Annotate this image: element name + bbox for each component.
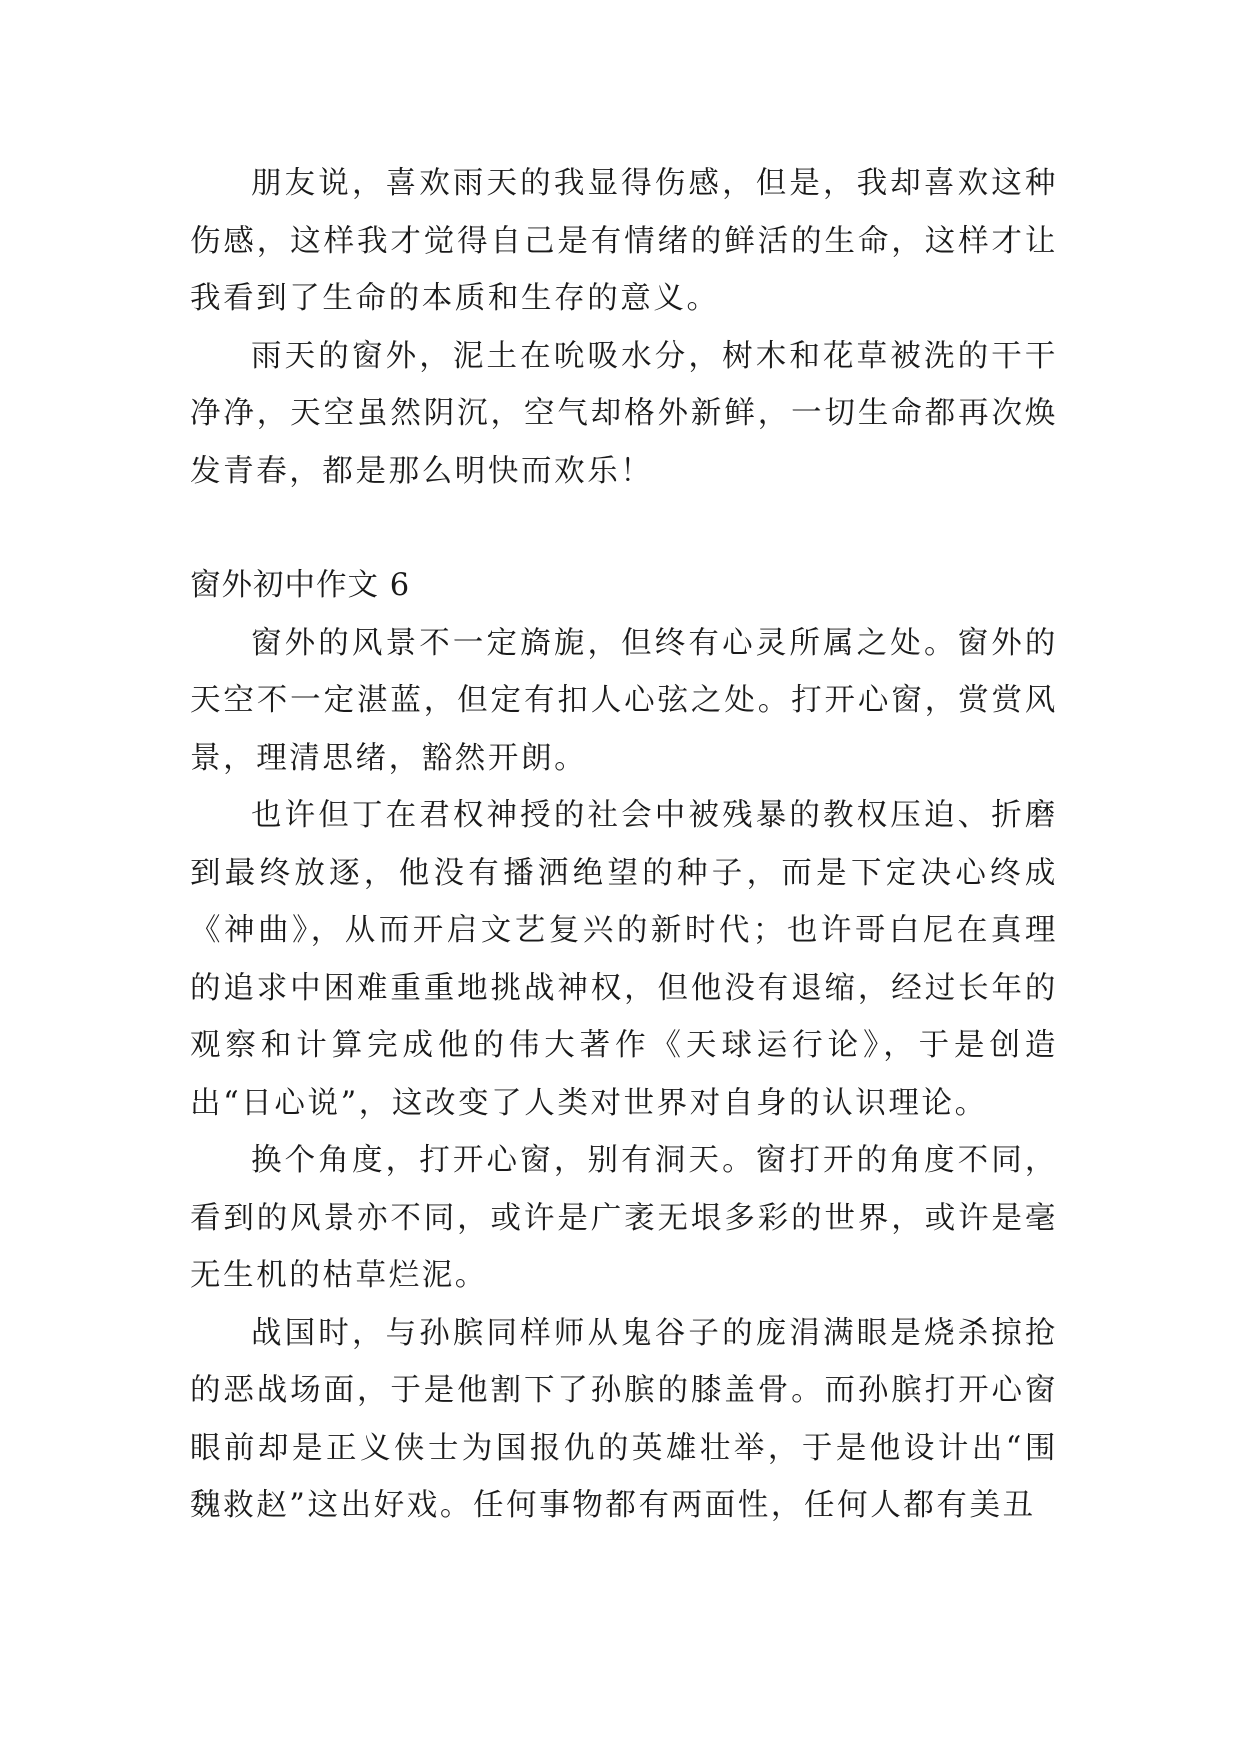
paragraph: 也许但丁在君权神授的社会中被残暴的教权压迫、折磨到最终放逐，他没有播洒绝望的种子，而是下定决心终成《神曲》，从而开启文艺复兴的新时代；也许哥白尼在真理的追求中困难重重地挑战神权，但他没有退缩，经过长年的观察和计算完成他的伟大著作《天球运行论》，于是创造出“日心说”，这改变了人类对世界对自身的认识理论。 <box>190 798 1058 1121</box>
paragraph: 窗外的风景不一定旖旎，但终有心灵所属之处。窗外的天空不一定湛蓝，但定有扣人心弦之处。打开心窗，赏赏风景，理清思绪，豁然开朗。 <box>190 625 1058 776</box>
paragraph: 换个角度，打开心窗，别有洞天。窗打开的角度不同，看到的风景亦不同，或许是广袤无垠多彩的世界，或许是毫无生机的枯草烂泥。 <box>190 1143 1058 1293</box>
section-heading: 窗外初中作文 6 <box>190 568 411 603</box>
document-body <box>190 155 1058 1535</box>
paragraph: 战国时，与孙膑同样师从鬼谷子的庞涓满眼是烧杀掠抢的恶战场面，于是他割下了孙膑的膝盖骨。而孙膑打开心窗眼前却是正义侠士为国报仇的英雄壮举，于是他设计出“围魏救赵”这出好戏。任何事物都有两面性，任何人都有美丑 <box>190 1315 1058 1523</box>
paragraph: 雨天的窗外，泥土在吮吸水分，树木和花草被洗的干干净净，天空虽然阴沉，空气却格外新鲜，一切生命都再次焕发青春，都是那么明快而欢乐！ <box>190 338 1058 489</box>
paragraph: 朋友说，喜欢雨天的我显得伤感，但是，我却喜欢这种伤感，这样我才觉得自己是有情绪的鲜活的生命，这样才让我看到了生命的本质和生存的意义。 <box>190 166 1058 316</box>
